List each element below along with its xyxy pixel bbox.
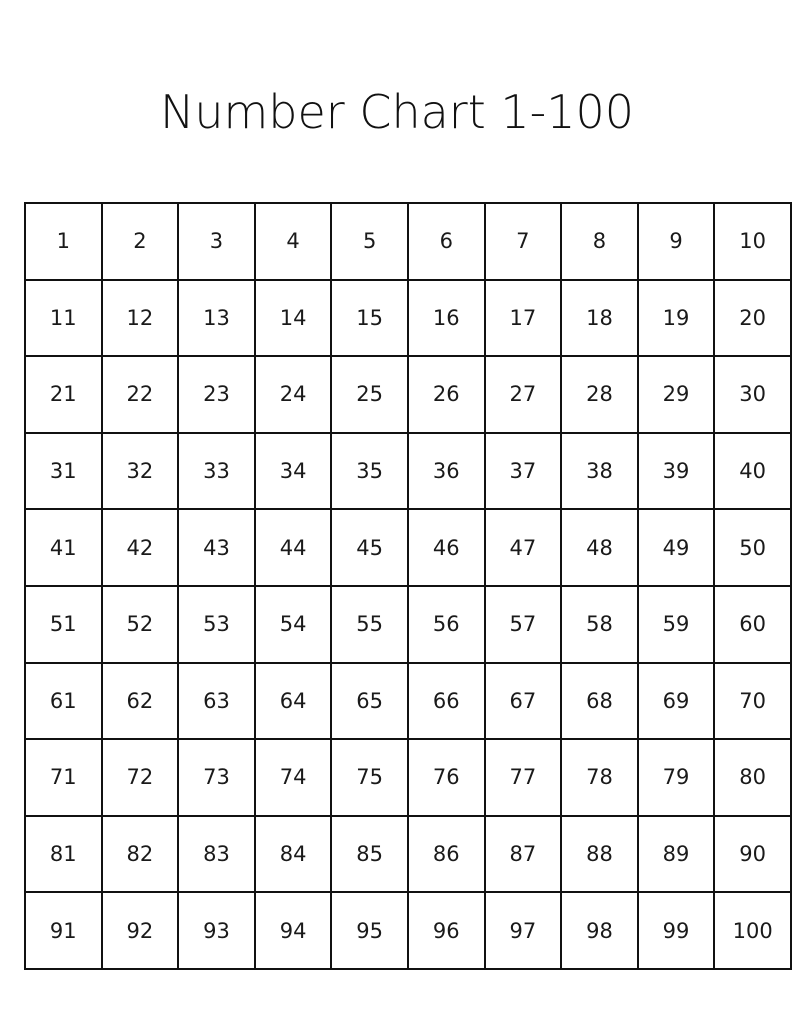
- number-cell: 50: [714, 509, 791, 586]
- number-cell: 93: [178, 892, 255, 969]
- number-cell: 20: [714, 280, 791, 357]
- number-cell: 60: [714, 586, 791, 663]
- number-cell: 46: [408, 509, 485, 586]
- number-cell: 1: [25, 203, 102, 280]
- number-cell: 47: [485, 509, 562, 586]
- number-cell: 35: [331, 433, 408, 510]
- grid-row: [25, 356, 791, 433]
- number-cell: 40: [714, 433, 791, 510]
- number-cell: 44: [255, 509, 332, 586]
- page-title: Number Chart 1-100: [159, 85, 635, 139]
- grid-row: [25, 203, 791, 280]
- number-cell: 98: [561, 892, 638, 969]
- number-cell: 39: [638, 433, 715, 510]
- grid-row: [25, 739, 791, 816]
- number-cell: 76: [408, 739, 485, 816]
- number-cell: 81: [25, 816, 102, 893]
- number-cell: 51: [25, 586, 102, 663]
- number-cell: 91: [25, 892, 102, 969]
- number-cell: 33: [178, 433, 255, 510]
- number-cell: 57: [485, 586, 562, 663]
- number-cell: 42: [102, 509, 179, 586]
- number-cell: 41: [25, 509, 102, 586]
- number-cell: 37: [485, 433, 562, 510]
- number-cell: 27: [485, 356, 562, 433]
- number-cell: 30: [714, 356, 791, 433]
- number-cell: 89: [638, 816, 715, 893]
- number-cell: 9: [638, 203, 715, 280]
- number-cell: 4: [255, 203, 332, 280]
- number-cell: 28: [561, 356, 638, 433]
- number-cell: 83: [178, 816, 255, 893]
- number-cell: 12: [102, 280, 179, 357]
- number-cell: 18: [561, 280, 638, 357]
- number-cell: 5: [331, 203, 408, 280]
- number-cell: 72: [102, 739, 179, 816]
- number-cell: 70: [714, 663, 791, 740]
- number-cell: 13: [178, 280, 255, 357]
- number-cell: 95: [331, 892, 408, 969]
- number-cell: 66: [408, 663, 485, 740]
- number-cell: 99: [638, 892, 715, 969]
- number-cell: 48: [561, 509, 638, 586]
- number-cell: 63: [178, 663, 255, 740]
- number-cell: 8: [561, 203, 638, 280]
- number-cell: 15: [331, 280, 408, 357]
- number-cell: 68: [561, 663, 638, 740]
- number-grid: [24, 202, 792, 970]
- number-cell: 16: [408, 280, 485, 357]
- number-cell: 69: [638, 663, 715, 740]
- number-cell: 11: [25, 280, 102, 357]
- number-cell: 49: [638, 509, 715, 586]
- number-cell: 25: [331, 356, 408, 433]
- number-cell: 24: [255, 356, 332, 433]
- number-cell: 65: [331, 663, 408, 740]
- number-cell: 53: [178, 586, 255, 663]
- number-cell: 34: [255, 433, 332, 510]
- number-cell: 10: [714, 203, 791, 280]
- number-cell: 88: [561, 816, 638, 893]
- number-cell: 79: [638, 739, 715, 816]
- number-cell: 56: [408, 586, 485, 663]
- number-cell: 7: [485, 203, 562, 280]
- number-cell: 14: [255, 280, 332, 357]
- number-cell: 90: [714, 816, 791, 893]
- number-cell: 43: [178, 509, 255, 586]
- number-cell: 23: [178, 356, 255, 433]
- number-cell: 19: [638, 280, 715, 357]
- number-cell: 29: [638, 356, 715, 433]
- number-cell: 54: [255, 586, 332, 663]
- number-cell: 100: [714, 892, 791, 969]
- number-cell: 71: [25, 739, 102, 816]
- number-cell: 2: [102, 203, 179, 280]
- number-cell: 36: [408, 433, 485, 510]
- number-cell: 94: [255, 892, 332, 969]
- number-cell: 58: [561, 586, 638, 663]
- number-cell: 59: [638, 586, 715, 663]
- number-cell: 78: [561, 739, 638, 816]
- number-cell: 62: [102, 663, 179, 740]
- number-cell: 75: [331, 739, 408, 816]
- number-cell: 52: [102, 586, 179, 663]
- grid-row: [25, 816, 791, 893]
- number-grid-body: [25, 203, 791, 969]
- number-cell: 55: [331, 586, 408, 663]
- number-cell: 38: [561, 433, 638, 510]
- grid-row: [25, 280, 791, 357]
- number-cell: 87: [485, 816, 562, 893]
- number-cell: 82: [102, 816, 179, 893]
- number-cell: 32: [102, 433, 179, 510]
- number-cell: 31: [25, 433, 102, 510]
- number-cell: 26: [408, 356, 485, 433]
- number-cell: 97: [485, 892, 562, 969]
- number-cell: 64: [255, 663, 332, 740]
- number-cell: 85: [331, 816, 408, 893]
- grid-row: [25, 433, 791, 510]
- number-cell: 45: [331, 509, 408, 586]
- number-cell: 86: [408, 816, 485, 893]
- number-cell: 21: [25, 356, 102, 433]
- number-cell: 77: [485, 739, 562, 816]
- number-cell: 22: [102, 356, 179, 433]
- number-cell: 73: [178, 739, 255, 816]
- number-cell: 67: [485, 663, 562, 740]
- grid-row: [25, 586, 791, 663]
- number-cell: 6: [408, 203, 485, 280]
- grid-row: [25, 663, 791, 740]
- grid-row: [25, 892, 791, 969]
- number-cell: 96: [408, 892, 485, 969]
- number-cell: 92: [102, 892, 179, 969]
- number-cell: 61: [25, 663, 102, 740]
- number-cell: 80: [714, 739, 791, 816]
- number-cell: 3: [178, 203, 255, 280]
- number-cell: 17: [485, 280, 562, 357]
- grid-row: [25, 509, 791, 586]
- number-cell: 74: [255, 739, 332, 816]
- number-cell: 84: [255, 816, 332, 893]
